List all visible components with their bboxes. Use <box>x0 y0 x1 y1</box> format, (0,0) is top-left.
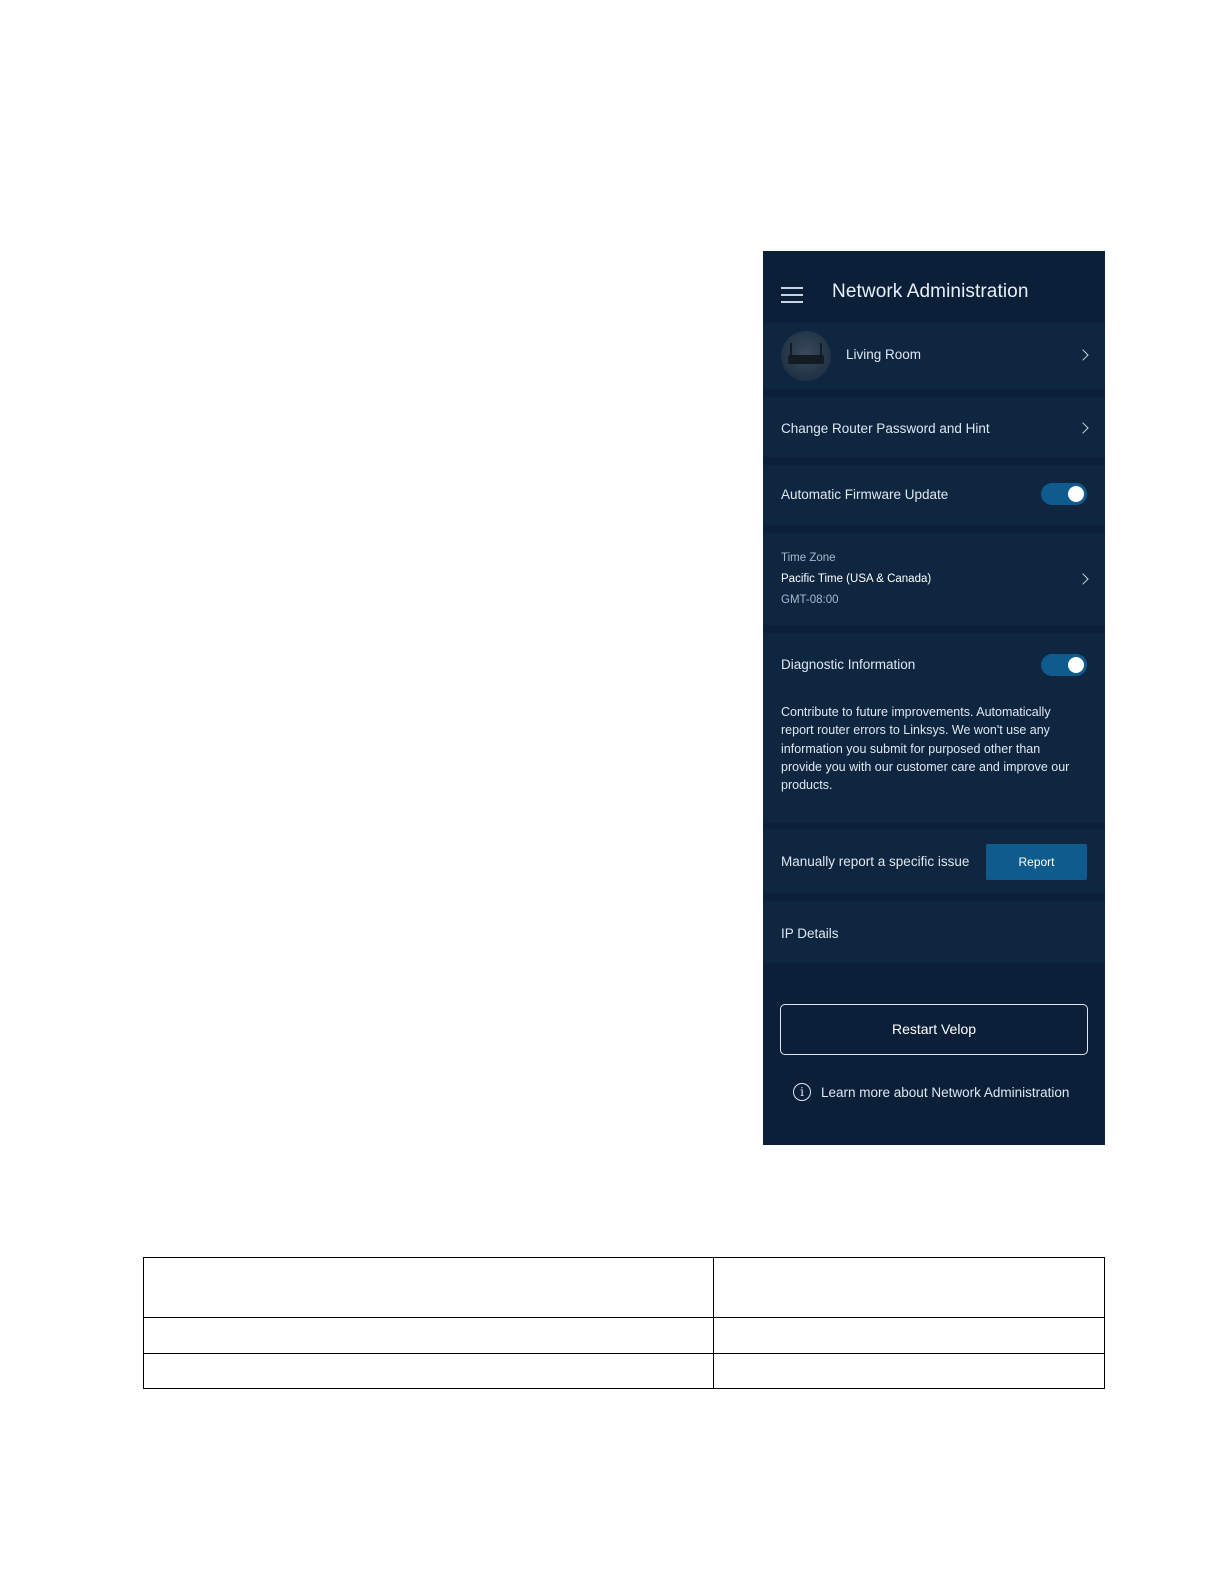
table-cell <box>144 1258 714 1318</box>
table-cell <box>714 1354 1105 1389</box>
firmware-update-label: Automatic Firmware Update <box>781 487 949 502</box>
table-row <box>144 1318 1105 1354</box>
toggle-knob <box>1068 486 1084 502</box>
firmware-update-toggle[interactable] <box>1041 483 1087 505</box>
firmware-update-row <box>763 465 1105 525</box>
manual-report-label: Manually report a specific issue <box>781 854 970 869</box>
time-zone-offset: GMT-08:00 <box>781 594 839 606</box>
report-button[interactable]: Report <box>986 844 1087 880</box>
time-zone-value: Pacific Time (USA & Canada) <box>781 573 932 585</box>
table-cell <box>714 1318 1105 1354</box>
network-administration-screen <box>763 251 1105 1145</box>
learn-more-link[interactable] <box>793 1081 1069 1103</box>
restart-velop-button[interactable]: Restart Velop <box>780 1004 1088 1055</box>
manual-report-row <box>763 829 1105 893</box>
table-cell <box>144 1318 714 1354</box>
device-name: Living Room <box>846 347 922 362</box>
table-row <box>144 1354 1105 1389</box>
diagnostic-info-toggle[interactable] <box>1041 654 1087 676</box>
ip-details-row[interactable] <box>763 901 1105 963</box>
change-password-label: Change Router Password and Hint <box>781 421 990 436</box>
page-title: Network Administration <box>832 281 1029 302</box>
diagnostic-info-description: Contribute to future improvements. Automatically report router errors to Linksys. We won't use any information you submit for purposed other than provide you with our customer care and improve our products. <box>781 705 1070 793</box>
router-icon <box>781 331 831 381</box>
change-password-row[interactable] <box>763 397 1105 457</box>
info-icon: i <box>793 1083 811 1101</box>
table-cell <box>714 1258 1105 1318</box>
toggle-knob <box>1068 657 1084 673</box>
diagnostic-info-section <box>763 633 1105 823</box>
diagnostic-info-label: Diagnostic Information <box>781 657 916 672</box>
time-zone-row[interactable] <box>763 533 1105 625</box>
empty-table <box>143 1257 1105 1389</box>
time-zone-label: Time Zone <box>781 552 836 564</box>
table-cell <box>144 1354 714 1389</box>
learn-more-label: Learn more about Network Administration <box>821 1084 1070 1100</box>
device-row-living-room[interactable] <box>763 323 1105 389</box>
chevron-right-icon <box>1077 349 1088 360</box>
ip-details-label: IP Details <box>781 926 839 941</box>
chevron-right-icon <box>1077 573 1088 584</box>
table-row <box>144 1258 1105 1318</box>
app-header <box>763 251 1105 323</box>
hamburger-menu-icon[interactable] <box>781 287 803 303</box>
chevron-right-icon <box>1077 422 1088 433</box>
